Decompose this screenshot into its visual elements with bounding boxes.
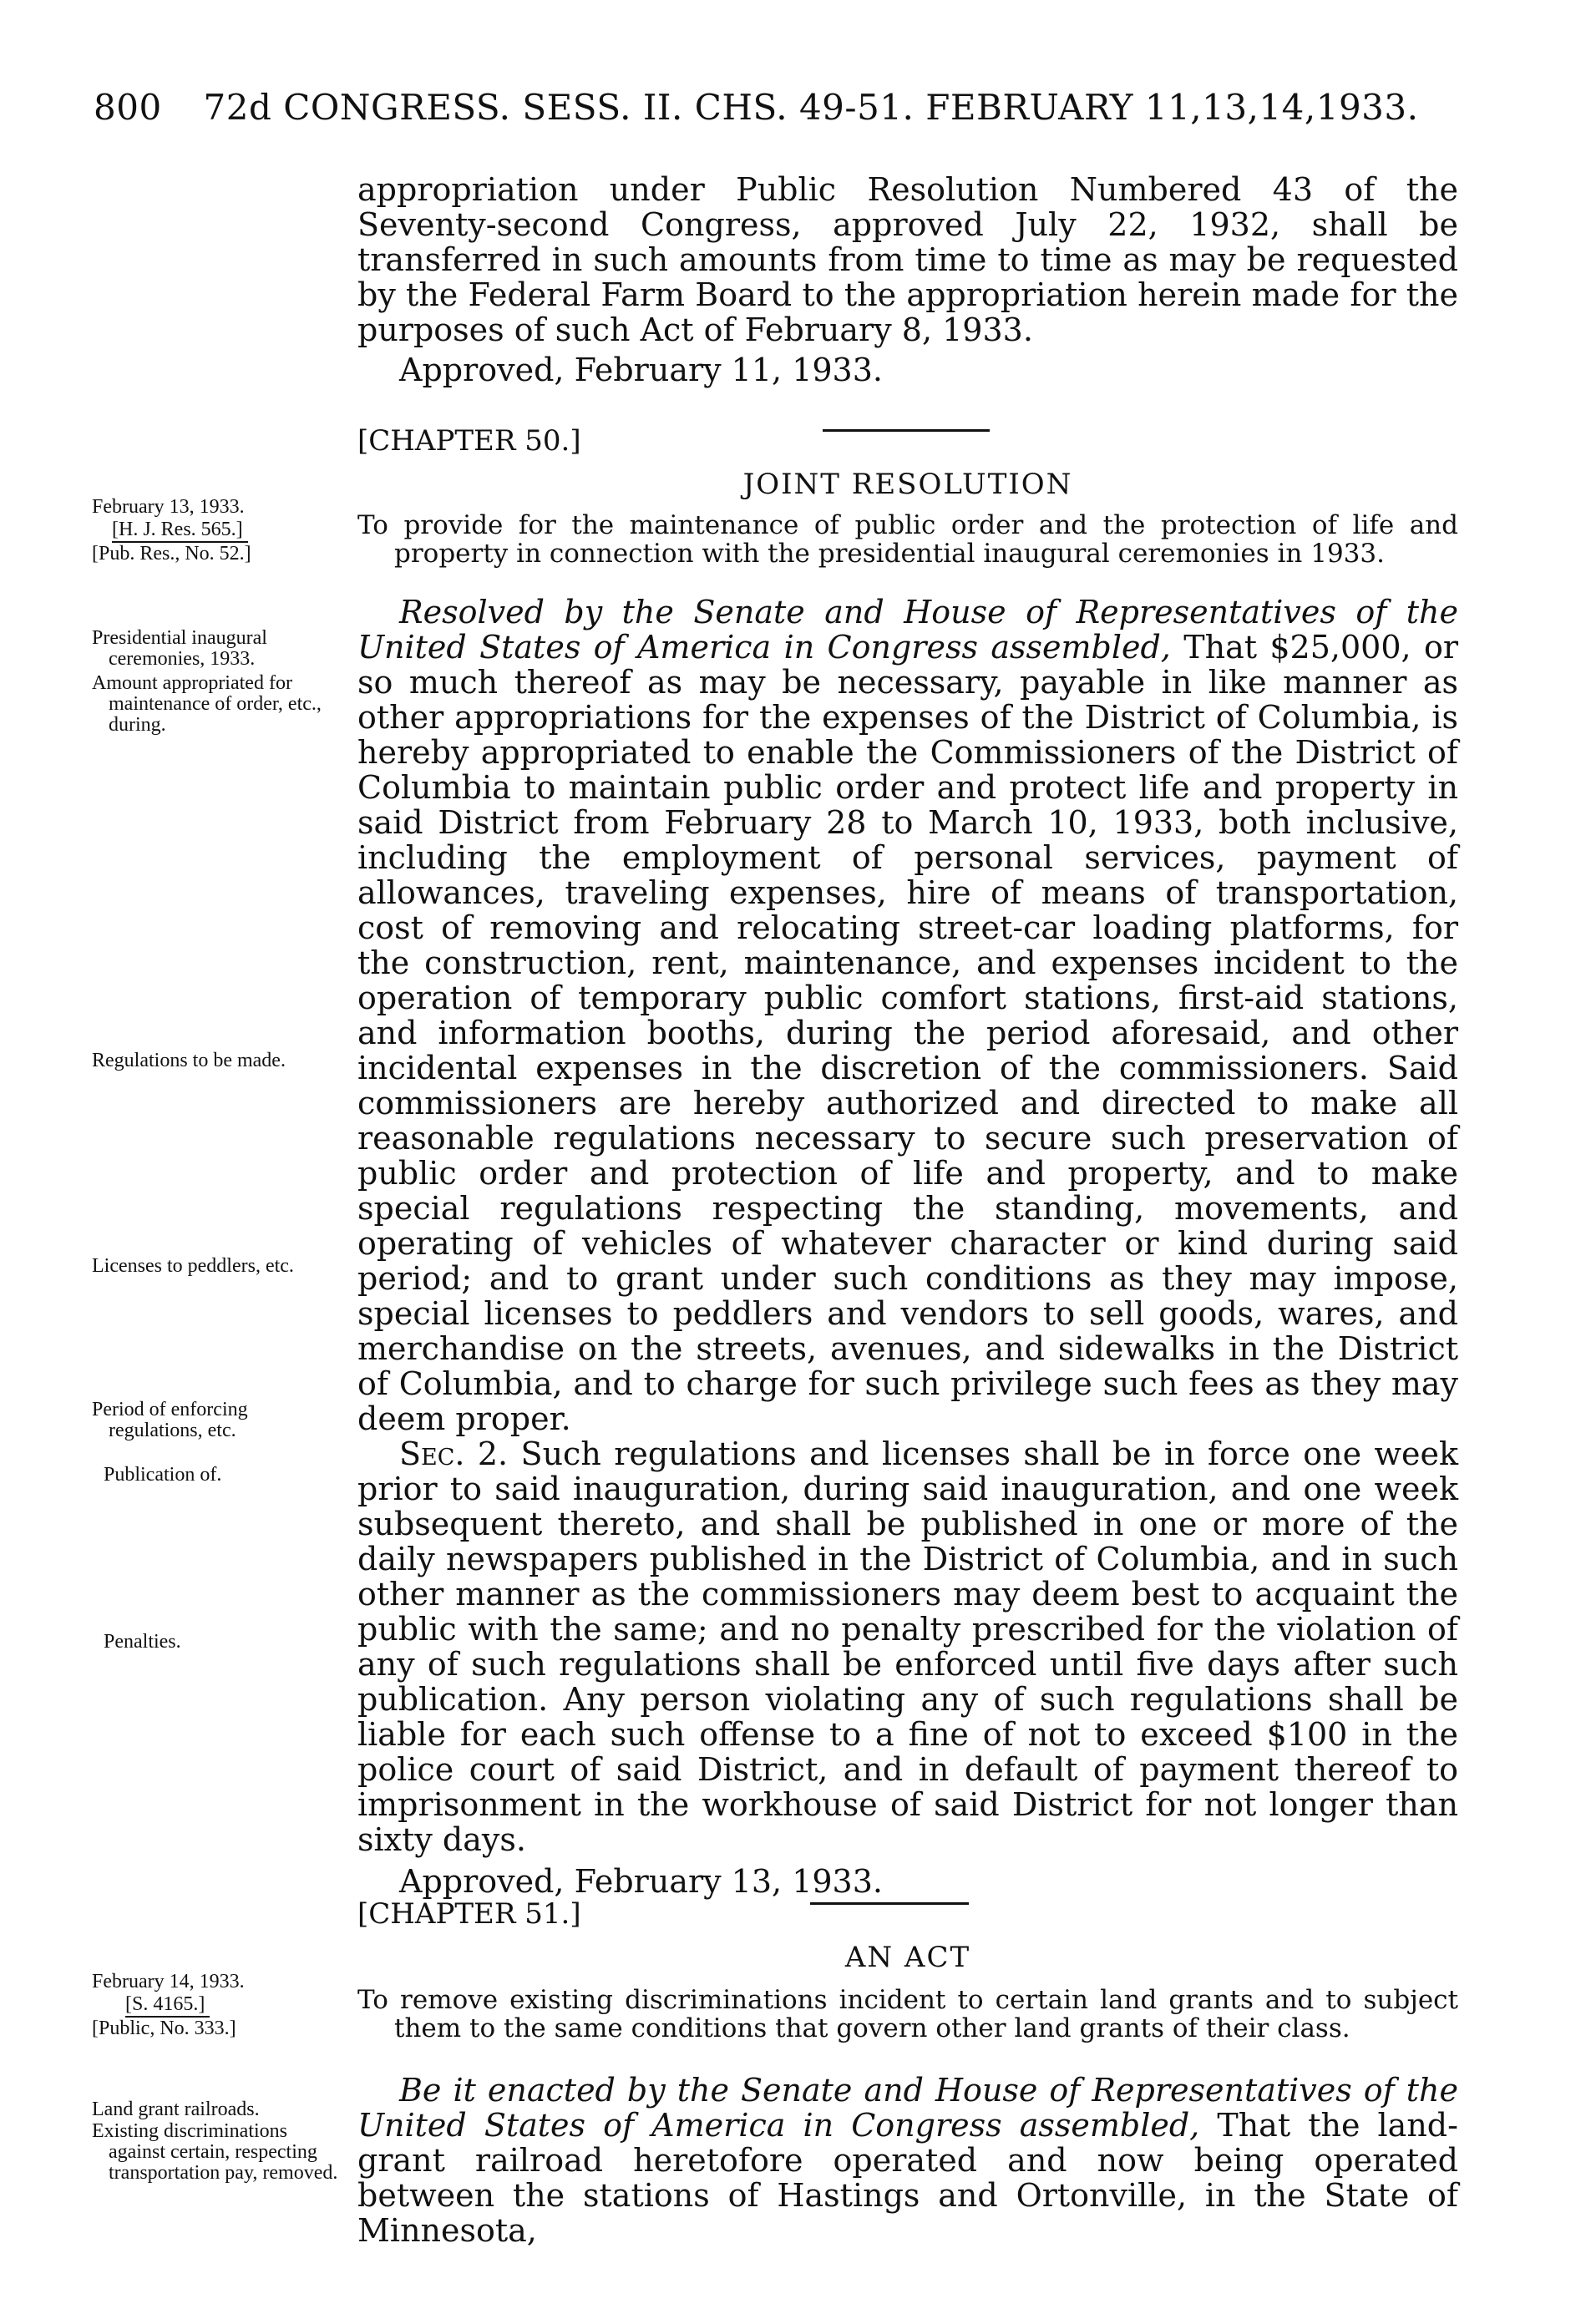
- chapter51-label: [CHAPTER 51.]: [357, 1897, 581, 1931]
- chapter50-pub: [Pub. Res., No. 52.]: [92, 543, 251, 565]
- chapter51-title: AN ACT: [844, 1941, 971, 1974]
- chapter50-para1: [357, 595, 1458, 1436]
- margin-note-publication: Publication of.: [104, 1464, 222, 1486]
- chapter51-para1-text: That the land-grant railroad heretofore operated and now being operated between the stations of Hastings and Ortonville, in the State of Minnesota,: [357, 2107, 1458, 2249]
- margin-note-land-grant: Land grant railroads.: [92, 2099, 260, 2120]
- margin-note-licenses: Licenses to peddlers, etc.: [92, 1255, 294, 1277]
- chapter51-purpose: [357, 1986, 1458, 2043]
- chapter50-sec2-label: Sec. 2.: [399, 1435, 509, 1472]
- margin-note-existing: Existing discriminations against certain, respecting transportation pay, removed.: [92, 2120, 338, 2184]
- chapter50-rule: [823, 429, 990, 432]
- chapter50-title: JOINT RESOLUTION: [742, 468, 1073, 501]
- chapter51-margin-head: [92, 1971, 342, 2040]
- chapter51-enacting-clause: Be it enacted by the Senate and House of Representatives of the United States of America in Congress assembled,: [357, 2072, 1458, 2144]
- page-number: 800: [94, 87, 162, 128]
- margin-note-penalties: Penalties.: [104, 1631, 181, 1653]
- margin-note-presidential: Presidential inaugural ceremonies, 1933.: [92, 627, 267, 670]
- chapter50-date: February 13, 1933.: [92, 496, 245, 518]
- chapter50-label: [CHAPTER 50.]: [357, 424, 581, 458]
- chapter50-body: [357, 595, 1458, 1899]
- chapter51-purpose-text: To remove existing discriminations incident to certain land grants and to subject them to the same conditions that govern other land grants of their class.: [357, 1985, 1458, 2043]
- chapter51-date: February 14, 1933.: [92, 1971, 245, 1992]
- chapter49-text: appropriation under Public Resolution Numbered 43 of the Seventy-second Congress, approved July 22, 1932, shall be transferred in such amounts from time to time as may be requested by the Federal Farm Board to the appropriation herein made for the purposes of such Act of February 8, 1933.: [357, 171, 1458, 348]
- chapter51-para1: [357, 2073, 1458, 2248]
- chapter50-sec2: [357, 1436, 1458, 1857]
- chapter51-bill: [S. 4165.]: [125, 1993, 210, 2018]
- chapter50-purpose: [357, 511, 1458, 568]
- chapter50-sec2-text: Such regulations and licenses shall be in force one week prior to said inauguration, during said inauguration, and one week subsequent thereto, and shall be published in one or more of the daily newspapers published in the District of Columbia, and in such other manner as the commissioners may deem best to acquaint the public with the same; and no penalty prescribed for the violation of any of such regulations shall be enforced until five days after such publication. Any person violating any of such regulations shall be liable for each such offense to a fine of not to exceed $100 in the police court of said District, and in default of payment thereof to imprisonment in the workhouse of said District for not longer than sixty days.: [357, 1435, 1458, 1858]
- chapter50-purpose-text: To provide for the maintenance of public order and the protection of life and property in connection with the presidential inaugural ceremonies in 1933.: [357, 510, 1458, 569]
- margin-note-amount: Amount appropriated for maintenance of order, etc., during.: [92, 672, 322, 736]
- chapter49-approved: Approved, February 11, 1933.: [399, 352, 883, 388]
- chapter49-end: [357, 172, 1458, 387]
- chapter51-rule: [810, 1902, 969, 1905]
- chapter50-approved: Approved, February 13, 1933.: [399, 1863, 883, 1900]
- running-title: 72d CONGRESS. SESS. II. CHS. 49-51. FEBRUARY 11,13,14,1933.: [203, 87, 1419, 128]
- chapter51-body: [357, 2073, 1458, 2248]
- chapter50-para1-text: That $25,000, or so much thereof as may be necessary, payable in like manner as other appropriations for the expenses of the District of Columbia, is hereby appropriated to enable the Commissioners of the District of Columbia to maintain public order and protect life and property in said District from February 28 to March 10, 1933, both inclusive, including the employment of personal services, payment of allowances, traveling expenses, hire of means of transportation, cost of removing and relocating street-car loading platforms, for the construction, rent, maintenance, and expenses incident to the operation of temporary public comfort stations, first-aid stations, and information booths, during the period aforesaid, and other incidental expenses in the discretion of the commissioners. Said commissioners are hereby authorized and directed to make all reasonable regulations necessary to secure such preservation of public order and protection of life and property, and to make special regulations respecting the standing, movements, and operating of vehicles of whatever character or kind during said period; and to grant under such conditions as they may impose, special licenses to peddlers and vendors to sell goods, wares, and merchandise on the streets, avenues, and sidewalks in the District of Columbia, and to charge for such privilege such fees as they may deem proper.: [357, 629, 1458, 1437]
- chapter50-margin-head: [92, 496, 342, 565]
- chapter51-pub: [Public, No. 333.]: [92, 2018, 236, 2039]
- chapter50-bill: [H. J. Res. 565.]: [112, 519, 248, 543]
- margin-note-period: Period of enforcing regulations, etc.: [92, 1399, 248, 1441]
- margin-note-regulations: Regulations to be made.: [92, 1050, 286, 1071]
- chapter50-enacting-clause: Resolved by the Senate and House of Representatives of the United States of America in Congress assembled,: [357, 594, 1458, 666]
- running-header: [94, 87, 1472, 128]
